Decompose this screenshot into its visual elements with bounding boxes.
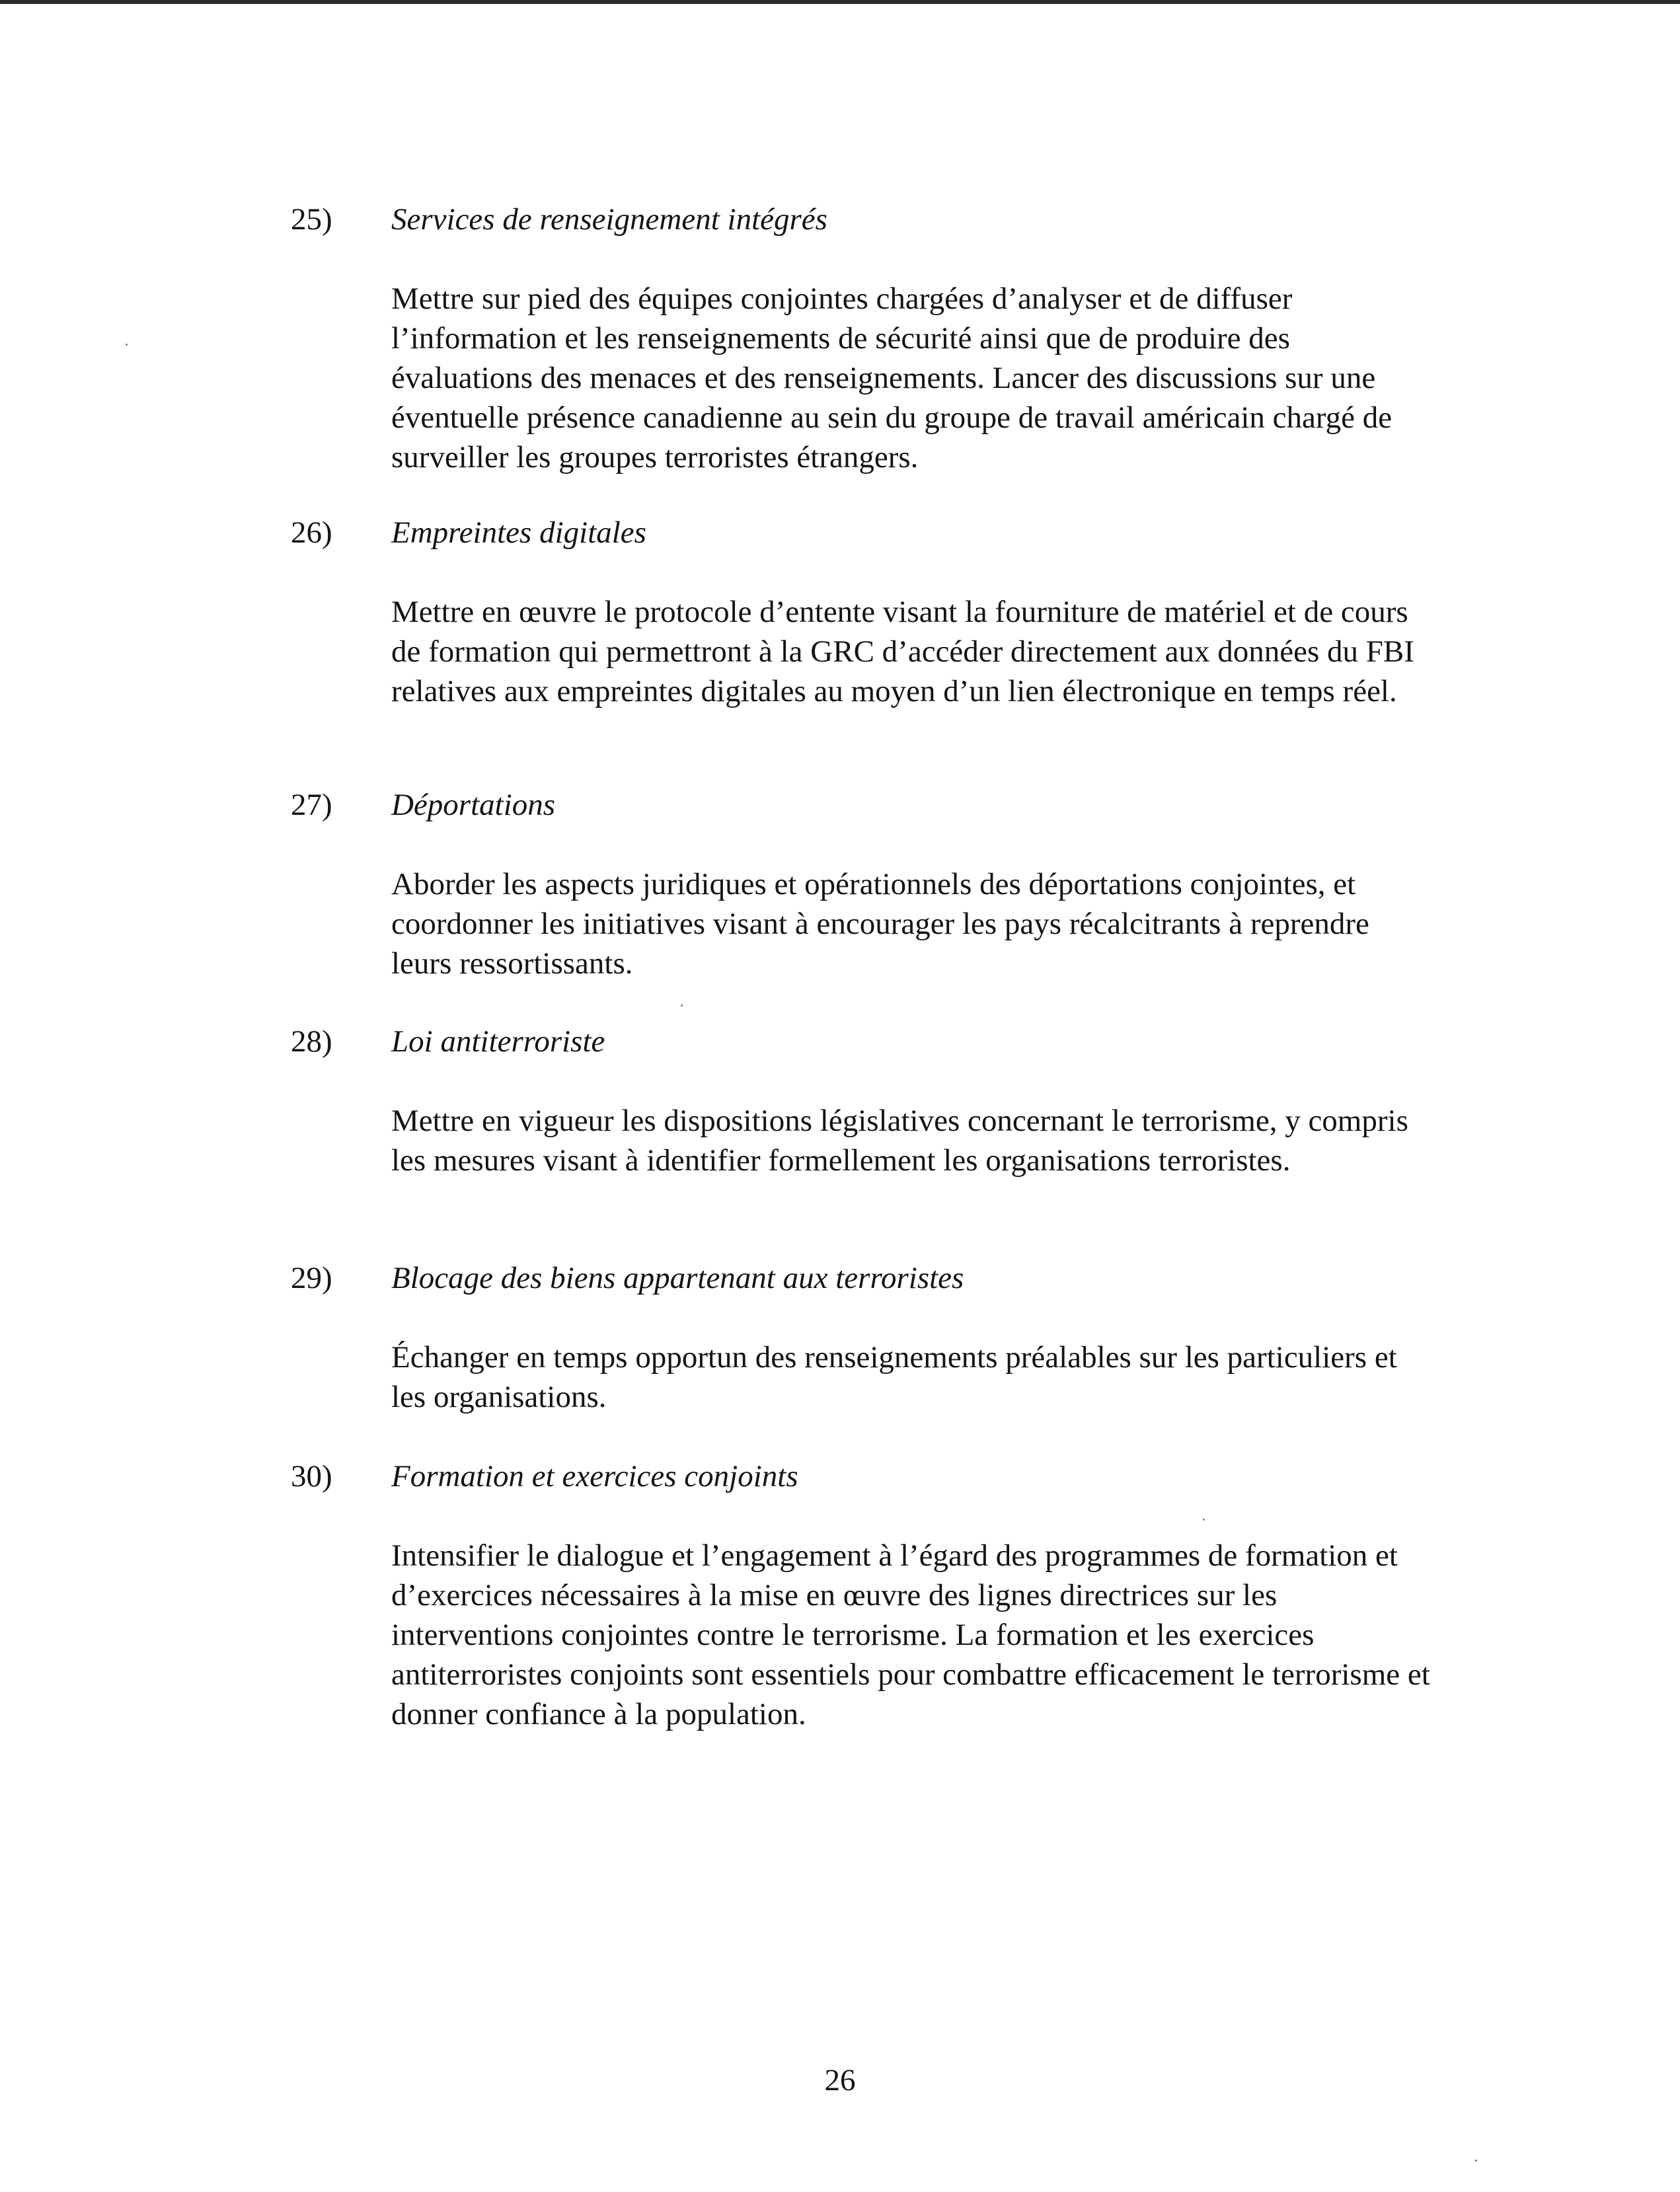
section-body: Mettre en vigueur les dispositions législatives concernant le terrorisme, y compris les mesures visant à identifier formellement les organisations terroristes. [391,1104,1408,1178]
section-heading: Loi antiterroriste [391,1024,605,1059]
scan-speck [1203,1519,1205,1521]
section-number: 27) [291,788,332,822]
scan-speck [1475,2160,1477,2162]
section-body: Aborder les aspects juridiques et opérationnels des déportations conjointes, et coordonner les initiatives visant à encourager les pays récalcitrants à reprendre leurs ressortissants. [391,867,1369,981]
section-number: 30) [291,1459,332,1493]
section-heading: Déportations [391,788,556,822]
page-number: 26 [824,2063,856,2098]
section-heading: Services de renseignement intégrés [391,202,827,237]
section-heading: Blocage des biens appartenant aux terroristes [391,1261,964,1295]
section-number: 29) [291,1261,332,1295]
section-body: Échanger en temps opportun des renseignements préalables sur les particuliers et les organisations. [391,1340,1397,1414]
section-number: 25) [291,202,332,237]
scan-speck [126,344,128,346]
section-body: Intensifier le dialogue et l’engagement à l’égard des programmes de formation et d’exercices nécessaires à la mise en œuvre des lignes directrices sur les interventions conjointes contre le terrorisme. La formation et les exercices antiterroristes conjoints sont essentiels pour combattre efficacement le terrorisme et donner confiance à la population. [391,1538,1430,1731]
section-heading: Formation et exercices conjoints [391,1459,798,1493]
scan-speck [681,1004,683,1006]
section-body: Mettre sur pied des équipes conjointes chargées d’analyser et de diffuser l’information et les renseignements de sécurité ainsi que de produire des évaluations des menaces et des renseignements. Lancer des discussions sur une éventuelle présence canadienne au sein du groupe de travail américain chargé de surveiller les groupes terroristes étrangers. [391,282,1393,474]
section-number: 28) [291,1024,332,1059]
section-body: Mettre en œuvre le protocole d’entente visant la fourniture de matériel et de cours de formation qui permettront à la GRC d’accéder directement aux données du FBI relatives aux empreintes digitales au moyen d’un lien électronique en temps réel. [391,595,1414,708]
section-number: 26) [291,515,332,550]
section-heading: Empreintes digitales [391,515,646,550]
